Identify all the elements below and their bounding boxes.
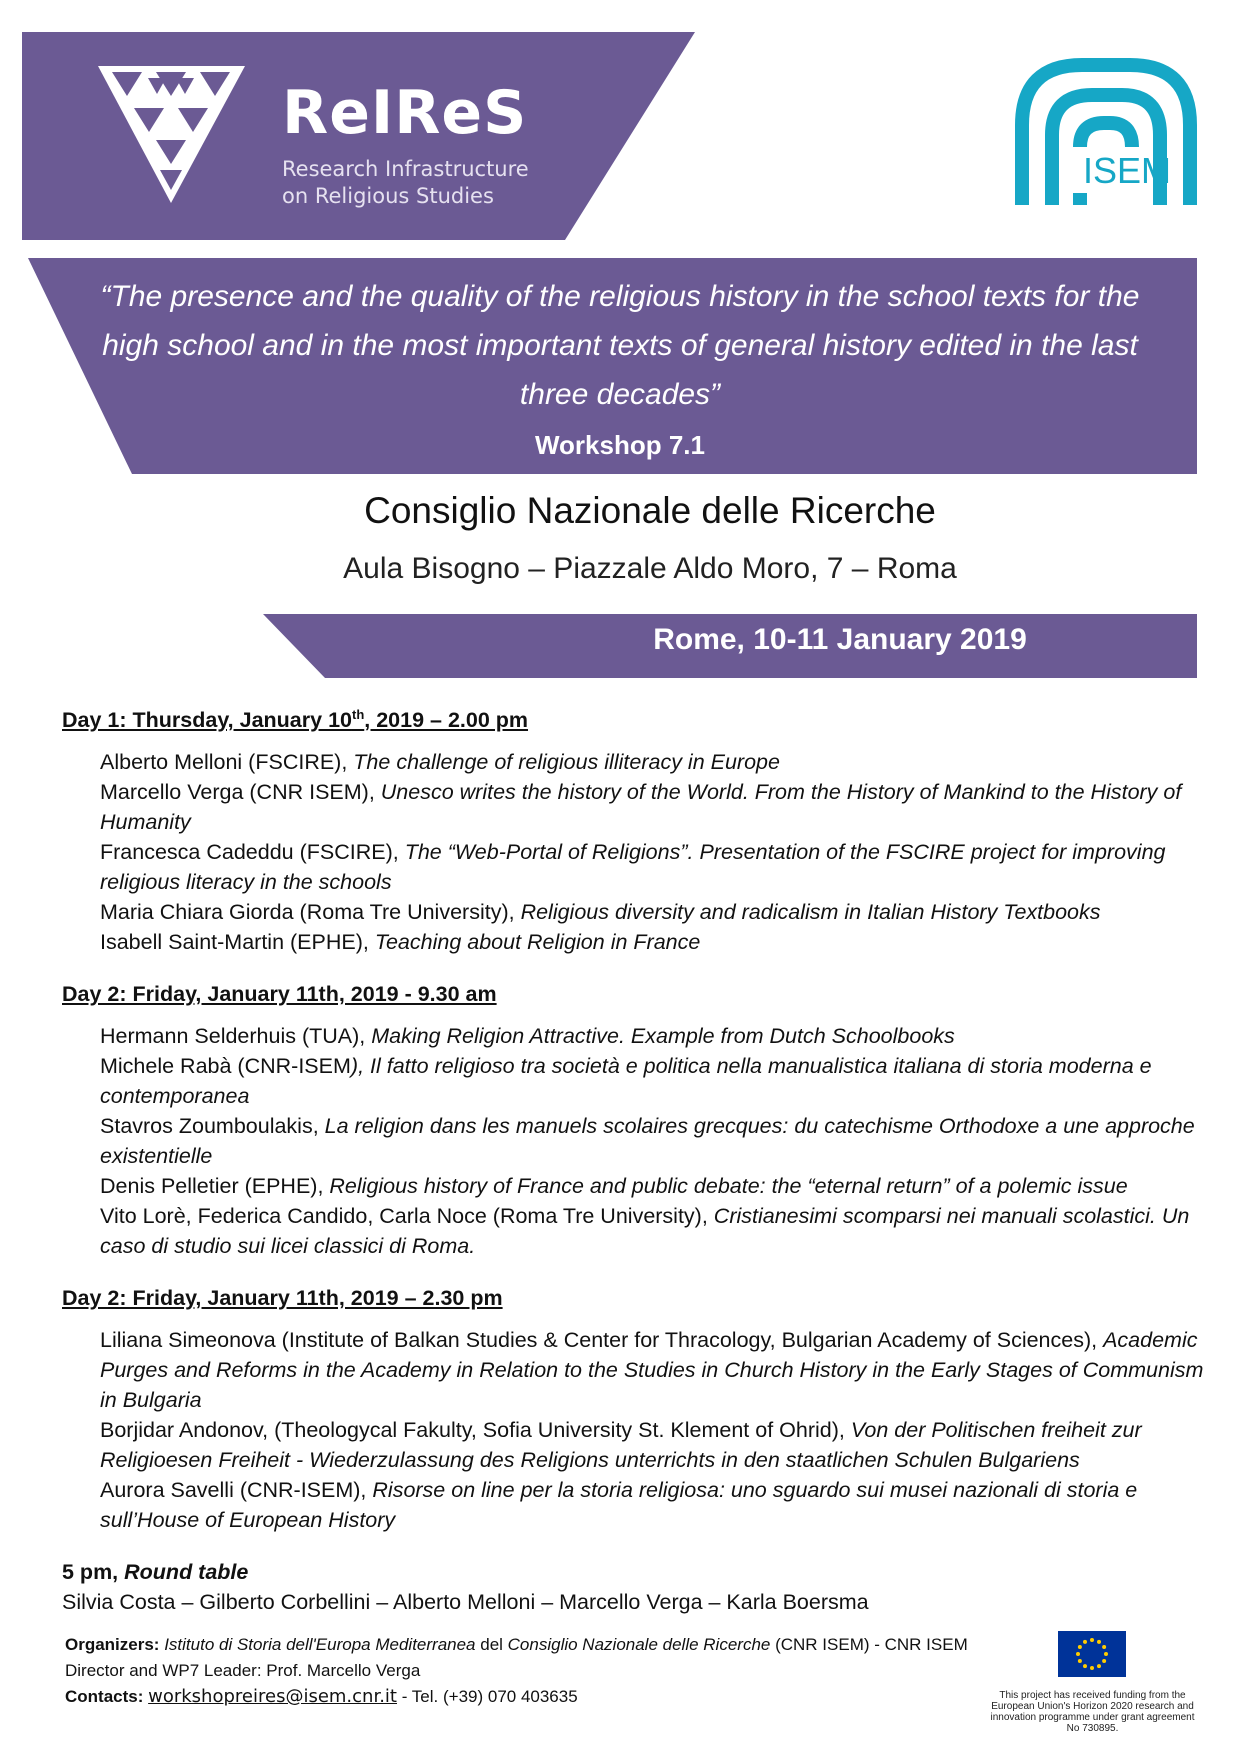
round-table-participants: Silvia Costa – Gilberto Corbellini – Alberto Melloni – Marcello Verga – Karla Boersma bbox=[62, 1590, 869, 1615]
eu-funding-notice: This project has received funding from the European Union's Horizon 2020 research and innovation programme under grant agreement No 730895. bbox=[990, 1690, 1195, 1734]
talk-item: Marcello Verga (CNR ISEM), Unesco writes the history of the World. From the History of Mankind to the History of Humanity bbox=[100, 780, 1182, 835]
event-date: Rome, 10-11 January 2019 bbox=[653, 623, 1027, 656]
venue-title: Consiglio Nazionale delle Ricerche bbox=[364, 490, 936, 531]
eu-star-icon bbox=[1102, 1645, 1106, 1649]
eu-star-icon bbox=[1083, 1664, 1087, 1668]
day-block bbox=[62, 1283, 1212, 1535]
eu-star-icon bbox=[1078, 1659, 1082, 1663]
talk-item: Denis Pelletier (EPHE), Religious history of France and public debate: the “eternal return” of a polemic issue bbox=[100, 1174, 1128, 1199]
organizers-info: Organizers: Istituto di Storia dell'Europa Mediterranea del Consiglio Nazionale delle Ricerche (CNR ISEM) - CNR ISEM Director and WP7 Leader: Prof. Marcello Verga Contacts: workshopreires@isem.cnr.it - Tel. (+39) 070 403635 bbox=[65, 1635, 968, 1707]
eu-star-icon bbox=[1097, 1640, 1101, 1644]
round-table-heading: 5 pm, Round table bbox=[62, 1560, 249, 1585]
contact-email-link[interactable]: workshopreires@isem.cnr.it bbox=[148, 1686, 397, 1707]
eu-star-icon bbox=[1078, 1645, 1082, 1649]
eu-flag-icon bbox=[1058, 1631, 1126, 1677]
day-block bbox=[62, 979, 1212, 1261]
talk-item: Michele Rabà (CNR-ISEM), Il fatto religioso tra società e politica nella manualistica italiana di storia moderna e contemporanea bbox=[100, 1054, 1152, 1109]
workshop-number: Workshop 7.1 bbox=[534, 430, 705, 460]
talk-item: Hermann Selderhuis (TUA), Making Religion Attractive. Example from Dutch Schoolbooks bbox=[100, 1024, 955, 1049]
eu-star-icon bbox=[1076, 1652, 1080, 1656]
talk-item: Francesca Cadeddu (FSCIRE), The “Web-Portal of Religions”. Presentation of the FSCIRE project for improving religious literacy in the schools bbox=[100, 840, 1166, 895]
day-heading: Day 2: Friday, January 11th, 2019 – 2.30 pm bbox=[62, 1286, 503, 1311]
day-heading: Day 1: Thursday, January 10th, 2019 – 2.00 pm bbox=[62, 707, 529, 733]
talk-item: Vito Lorè, Federica Candido, Carla Noce (Roma Tre University), Cristianesimi scomparsi nei manuali scolastici. Un caso di studio sui licei classici di Roma. bbox=[100, 1204, 1190, 1259]
eu-star-icon bbox=[1102, 1659, 1106, 1663]
talk-item: Stavros Zoumboulakis, La religion dans les manuels scolaires grecques: du catechisme Orthodoxe a une approche existentielle bbox=[100, 1114, 1195, 1169]
eu-star-icon bbox=[1097, 1664, 1101, 1668]
talk-item: Isabell Saint-Martin (EPHE), Teaching about Religion in France bbox=[100, 930, 701, 955]
isem-logo-text: ISEM bbox=[1083, 150, 1172, 191]
eu-star-icon bbox=[1083, 1640, 1087, 1644]
talk-item: Alberto Melloni (FSCIRE), The challenge of religious illiteracy in Europe bbox=[100, 750, 780, 775]
logo-subtitle-line-2: on Religious Studies bbox=[282, 184, 494, 208]
workshop-title-quote: “The presence and the quality of the religious history in the school texts for the high school and in the most important texts of general history edited in the last three decades” bbox=[100, 280, 1140, 411]
eu-star-icon bbox=[1090, 1666, 1094, 1670]
logo-subtitle-line-1: Research Infrastructure bbox=[282, 157, 529, 181]
eu-star-icon bbox=[1104, 1652, 1108, 1656]
program bbox=[62, 700, 1212, 1617]
talk-item: Maria Chiara Giorda (Roma Tre University), Religious diversity and radicalism in Italian History Textbooks bbox=[100, 900, 1101, 925]
talk-item: Borjidar Andonov, (Theologycal Fakulty, Sofia University St. Klement of Ohrid), Von der Politischen freiheit zur Religioesen Freiheit - Wiederzulassung des Religions unterrichts in den staatlichen Schulen Bulgariens bbox=[100, 1418, 1142, 1473]
reires-logo-title: ReIReS bbox=[282, 78, 528, 148]
isem-logo-icon bbox=[1000, 55, 1205, 220]
day-block bbox=[62, 700, 1212, 957]
day-heading: Day 2: Friday, January 11th, 2019 - 9.30 am bbox=[62, 982, 497, 1007]
venue-address: Aula Bisogno – Piazzale Aldo Moro, 7 – Roma bbox=[343, 552, 957, 585]
talk-item: Aurora Savelli (CNR-ISEM), Risorse on line per la storia religiosa: uno sguardo sui musei nazionali di storia e sull’House of European History bbox=[100, 1478, 1138, 1533]
reires-logo-subtitle bbox=[282, 156, 529, 210]
eu-star-icon bbox=[1090, 1638, 1094, 1642]
talk-item: Liliana Simeonova (Institute of Balkan Studies & Center for Thracology, Bulgarian Academy of Sciences), Academic Purges and Reforms in the Academy in Relation to the Studies in Church History in the Early Stages of Communism in Bulgaria bbox=[100, 1328, 1204, 1413]
